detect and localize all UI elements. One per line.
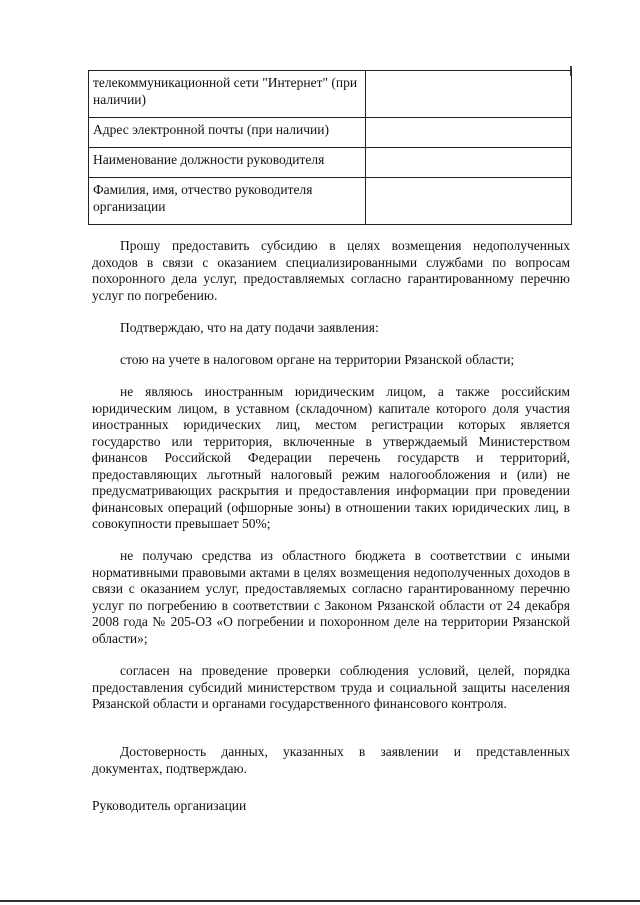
table-row <box>89 148 572 178</box>
table-row <box>89 178 572 225</box>
budget-funds-statement: не получаю средства из областного бюджета в соответствии с иными нормативными правовыми актами в целях возмещения недополученных доходов в связи с оказанием услуг, предоставляемых согласно гарантированному перечню услуг по погребению в соответствии с Законом Рязанской области от 24 декабря 2008 года № 205-ОЗ «О погребении и похоронном деле на территории Рязанской области»; <box>92 548 570 646</box>
table-row <box>89 71 572 118</box>
data-accuracy-statement: Достоверность данных, указанных в заявлении и представленных документах, подтверждаю. <box>92 744 570 776</box>
table-cell-label: Наименование должности руководителя <box>89 148 366 178</box>
organization-info-table <box>88 70 572 225</box>
foreign-entity-statement: не являюсь иностранным юридическим лицом, а также российским юридическим лицом, в уставном (складочном) капитале которого доля участия иностранных юридических лиц, местом регистрации которых является государство или территория, включенные в утверждаемый Министерством финансов Российской Федерации перечень государств и территорий, предоставляющих льготный налоговый режим налогообложения и (или) не предусматривающих раскрытия и предоставления информации при проведении финансовых операций (офшорные зоны) в отношении таких юридических лиц, в совокупности превышает 50%; <box>92 384 570 531</box>
table-cell-label: Фамилия, имя, отчество руководителя организации <box>89 178 366 225</box>
table-cell-value <box>366 178 572 225</box>
table-row <box>89 118 572 148</box>
tax-registration-statement: стою на учете в налоговом органе на территории Рязанской области; <box>120 352 515 367</box>
table-cell-value <box>366 118 572 148</box>
page-bottom-edge <box>0 900 640 902</box>
table-cell-label: Адрес электронной почты (при наличии) <box>89 118 366 148</box>
signature-label: Руководитель организации <box>92 798 247 813</box>
inspection-consent-statement: согласен на проведение проверки соблюдения условий, целей, порядка предоставления субсидий министерством труда и социальной защиты населения Рязанской области и органами государственного финансового контроля. <box>92 663 570 711</box>
request-paragraph: Прошу предоставить субсидию в целях возмещения недополученных доходов в связи с оказанием специализированными службами по вопросам похоронного дела услуг, предоставляемых согласно гарантированному перечню услуг по погребению. <box>92 238 570 303</box>
table-cell-value <box>366 148 572 178</box>
table-cell-value <box>366 71 572 118</box>
confirmation-intro: Подтверждаю, что на дату подачи заявления: <box>120 320 379 335</box>
table-cell-label: телекоммуникационной сети "Интернет" (при наличии) <box>89 71 366 118</box>
